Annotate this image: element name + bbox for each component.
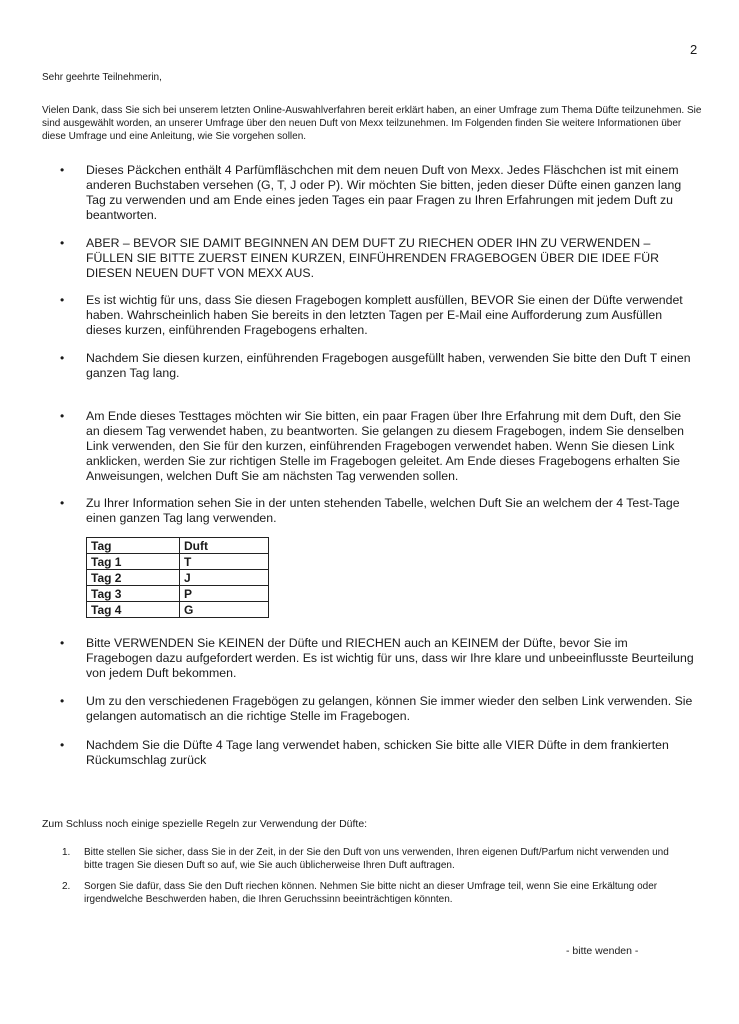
bullet-marker: • bbox=[60, 293, 65, 307]
table-cell: G bbox=[180, 602, 269, 618]
list-item-text: Um zu den verschiedenen Fragebögen zu gelangen, können Sie immer wieder den selben Link verwenden. Sie gelangen automatisch an die richtige Stelle im Fragebogen. bbox=[86, 694, 693, 723]
rule-number: 1. bbox=[62, 847, 71, 858]
list-item-text: Es ist wichtig für uns, dass Sie diesen Fragebogen komplett ausfüllen, BEVOR Sie einen der Düfte verwendet haben. Wahrscheinlich haben Sie bereits in den letzten Tagen per E-Mail eine Aufforderung zum Ausfüllen dieses kurzen, einführenden Fragebogens erhalten. bbox=[86, 293, 683, 337]
schedule-table bbox=[86, 537, 269, 618]
table-header: Duft bbox=[180, 538, 269, 554]
page-number: 2 bbox=[690, 42, 698, 57]
page-footer: - bitte wenden - bbox=[566, 945, 639, 957]
list-item-text: Nachdem Sie die Düfte 4 Tage lang verwendet haben, schicken Sie bitte alle VIER Düfte in dem frankierten Rückumschlag zurück bbox=[86, 738, 669, 767]
bullet-marker: • bbox=[60, 236, 65, 250]
table-row bbox=[87, 554, 269, 570]
list-item-text: Nachdem Sie diesen kurzen, einführenden Fragebogen ausgefüllt haben, verwenden Sie bitte den Duft T einen ganzen Tag lang. bbox=[86, 351, 691, 380]
table-header-row bbox=[87, 538, 269, 554]
list-item-text: Bitte VERWENDEN Sie KEINEN der Düfte und RIECHEN auch an KEINEM der Düfte, bevor Sie im Fragebogen dazu aufgefordert werden. Es ist wichtig für uns, dass wir Ihre klare und unbeeinflusste Beurteilung von jedem Duft bekommen. bbox=[86, 636, 694, 680]
bullet-marker: • bbox=[60, 163, 65, 177]
rule-text: Sorgen Sie dafür, dass Sie den Duft riechen können. Nehmen Sie bitte nicht an dieser Umfrage teil, wenn Sie eine Erkältung oder irgendwelche Beschwerden haben, die Ihren Geruchssinn beeinträchtigen könnten. bbox=[84, 881, 658, 905]
table-cell: T bbox=[180, 554, 269, 570]
list-item-text: Am Ende dieses Testtages möchten wir Sie bitten, ein paar Fragen über Ihre Erfahrung mit dem Duft, den Sie an diesem Tag verwendet haben, zu beantworten. Sie gelangen zu diesem Fragebogen, indem Sie denselben Link verwenden, den Sie für den kurzen, einführenden Fragebogen verwendet haben. Wenn Sie diesen Link anklicken, werden Sie zur richtigen Stelle im Fragebogen geleitet. Am Ende dieses Fragebogens erhalten Sie Anweisungen, welchen Duft Sie am nächsten Tag verwenden sollen. bbox=[86, 409, 684, 483]
table-cell: Tag 4 bbox=[87, 602, 180, 618]
bullet-marker: • bbox=[60, 496, 65, 510]
bullet-marker: • bbox=[60, 351, 65, 365]
table-cell: Tag 1 bbox=[87, 554, 180, 570]
list-item-text: Zu Ihrer Information sehen Sie in der unten stehenden Tabelle, welchen Duft Sie an welchem der 4 Test-Tage einen ganzen Tag lang verwenden. bbox=[86, 496, 680, 525]
rule-number: 2. bbox=[62, 881, 71, 892]
bullet-marker: • bbox=[60, 409, 65, 423]
table-row bbox=[87, 570, 269, 586]
table-cell: J bbox=[180, 570, 269, 586]
bullet-marker: • bbox=[60, 738, 65, 752]
table-header: Tag bbox=[87, 538, 180, 554]
bullet-marker: • bbox=[60, 694, 65, 708]
list-item-text: ABER – BEVOR SIE DAMIT BEGINNEN AN DEM DUFT ZU RIECHEN ODER IHN ZU VERWENDEN – FÜLLEN SIE BITTE ZUERST EINEN KURZEN, EINFÜHRENDEN FRAGEBOGEN ÜBER DIE IDEE FÜR DIESEN NEUEN DUFT VON MEXX AUS. bbox=[86, 236, 660, 280]
rules-title: Zum Schluss noch einige spezielle Regeln zur Verwendung der Düfte: bbox=[42, 818, 368, 830]
table-row bbox=[87, 602, 269, 618]
bullet-marker: • bbox=[60, 636, 65, 650]
table-cell: Tag 3 bbox=[87, 586, 180, 602]
table-row bbox=[87, 586, 269, 602]
rule-text: Bitte stellen Sie sicher, dass Sie in der Zeit, in der Sie den Duft von uns verwenden, Ihren eigenen Duft/Parfum nicht verwenden und bitte tragen Sie diesen Duft so auf, wie Sie auch üblicherweise Ihren Duft auftragen. bbox=[84, 847, 669, 871]
list-item-text: Dieses Päckchen enthält 4 Parfümfläschchen mit dem neuen Duft von Mexx. Jedes Fläschchen ist mit einem anderen Buchstaben versehen (G, T, J oder P). Wir möchten Sie bitten, jeden dieser Düfte einen ganzen lang Tag zu verwenden und am Ende eines jeden Tages ein paar Fragen zu Ihren Erfahrungen mit jedem Duft zu beantworten. bbox=[86, 163, 682, 222]
salutation: Sehr geehrte Teilnehmerin, bbox=[42, 72, 162, 83]
table-cell: Tag 2 bbox=[87, 570, 180, 586]
table-cell: P bbox=[180, 586, 269, 602]
intro-paragraph: Vielen Dank, dass Sie sich bei unserem letzten Online-Auswahlverfahren bereit erklärt haben, an einer Umfrage zum Thema Düfte teilzunehmen. Sie sind ausgewählt worden, an unserer Umfrage über den neuen Duft von Mexx teilzunehmen. Im Folgenden finden Sie weitere Informationen über diese Umfrage und eine Anleitung, wie Sie vorgehen sollen. bbox=[42, 105, 702, 142]
